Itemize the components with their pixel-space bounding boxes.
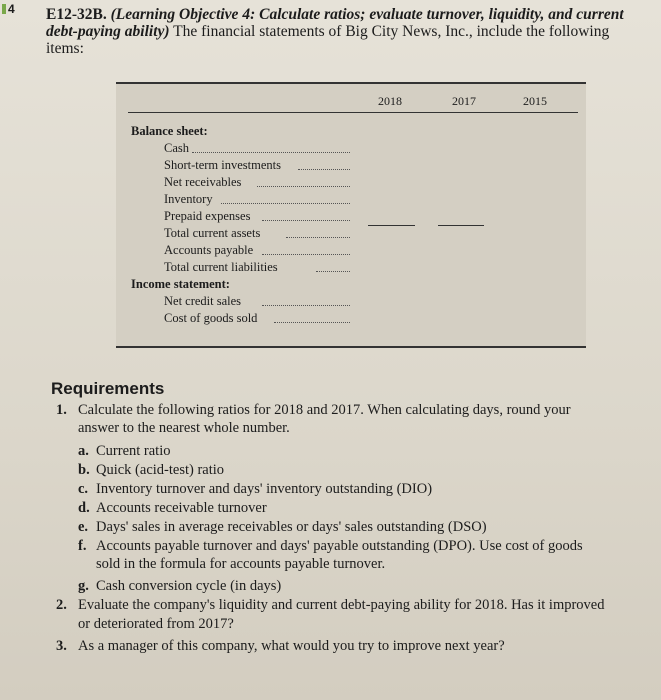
page-number: 4 <box>2 2 15 16</box>
table-section-title: Income statement: <box>131 277 230 291</box>
requirement-number: d. <box>78 500 90 516</box>
requirement-number: 1. <box>56 402 67 418</box>
dotted-leader <box>274 321 350 323</box>
dotted-leader <box>286 236 350 238</box>
column-subtotal-rule <box>438 225 484 226</box>
requirement-text: Current ratio <box>96 443 171 459</box>
table-row-label: Prepaid expenses <box>164 209 251 223</box>
learning-objective-line2: debt-paying ability) <box>46 23 170 40</box>
table-row-label: Net receivables <box>164 175 242 189</box>
learning-objective-line1: (Learning Objective 4: Calculate ratios; evaluate turnover, liquidity, and current <box>110 6 624 23</box>
requirement-number: g. <box>78 578 89 594</box>
problem-id: E12-32B. <box>46 6 107 23</box>
table-row-label: Cost of goods sold <box>164 311 258 325</box>
dotted-leader <box>298 168 350 170</box>
column-header-2017: 2017 <box>452 94 476 108</box>
intro-text: The financial statements of Big City News, Inc., include the following <box>173 23 610 40</box>
requirement-number: 2. <box>56 597 67 613</box>
table-row-label: Cash <box>164 141 189 155</box>
column-header-2015: 2015 <box>523 94 547 108</box>
dotted-leader <box>192 151 350 153</box>
table-row-label: Inventory <box>164 192 213 206</box>
column-header-2018: 2018 <box>378 94 402 108</box>
requirement-text: Accounts payable turnover and days' payable outstanding (DPO). Use cost of goods <box>96 538 583 554</box>
requirement-text: Calculate the following ratios for 2018 and 2017. When calculating days, round your <box>78 402 571 418</box>
requirements-title: Requirements <box>51 379 165 398</box>
requirement-number: 3. <box>56 638 67 654</box>
exercise-header <box>46 6 626 57</box>
dotted-leader <box>257 185 351 187</box>
requirement-number: e. <box>78 519 89 535</box>
requirement-text-continued: or deteriorated from 2017? <box>78 616 234 632</box>
requirement-text: Accounts receivable turnover <box>96 500 267 516</box>
intro-end: items: <box>46 40 84 57</box>
table-row-label: Net credit sales <box>164 294 242 308</box>
requirement-text: Evaluate the company's liquidity and current debt-paying ability for 2018. Has it improved <box>78 597 605 613</box>
header-line-1 <box>46 6 626 23</box>
requirement-text: Inventory turnover and days' inventory outstanding (DIO) <box>96 481 433 497</box>
table-row-label: Short-term investments <box>164 158 281 172</box>
column-subtotal-rule <box>368 225 415 226</box>
dotted-leader <box>262 304 350 306</box>
requirement-number: b. <box>78 462 90 478</box>
requirement-text: Cash conversion cycle (in days) <box>96 578 282 594</box>
dotted-leader <box>262 219 350 221</box>
requirement-text-continued: sold in the formula for accounts payable turnover. <box>96 556 386 572</box>
table-section-title: Balance sheet: <box>131 124 208 138</box>
dotted-leader <box>316 270 351 272</box>
header-rule <box>128 112 578 113</box>
dotted-leader <box>221 202 350 204</box>
dotted-leader <box>262 253 350 255</box>
requirement-text-continued: answer to the nearest whole number. <box>78 420 290 436</box>
table-row-label: Total current assets <box>164 226 261 240</box>
table-row-label: Accounts payable <box>164 243 254 257</box>
requirement-number: c. <box>78 481 89 497</box>
requirement-text: As a manager of this company, what would you try to improve next year? <box>78 638 505 654</box>
header-line-2 <box>46 23 626 40</box>
requirement-text: Quick (acid-test) ratio <box>96 462 225 478</box>
requirement-number: a. <box>78 443 89 459</box>
requirement-number: f. <box>78 538 87 554</box>
requirement-text: Days' sales in average receivables or days' sales outstanding (DSO) <box>96 519 487 535</box>
table-row-label: Total current liabilities <box>164 260 278 274</box>
